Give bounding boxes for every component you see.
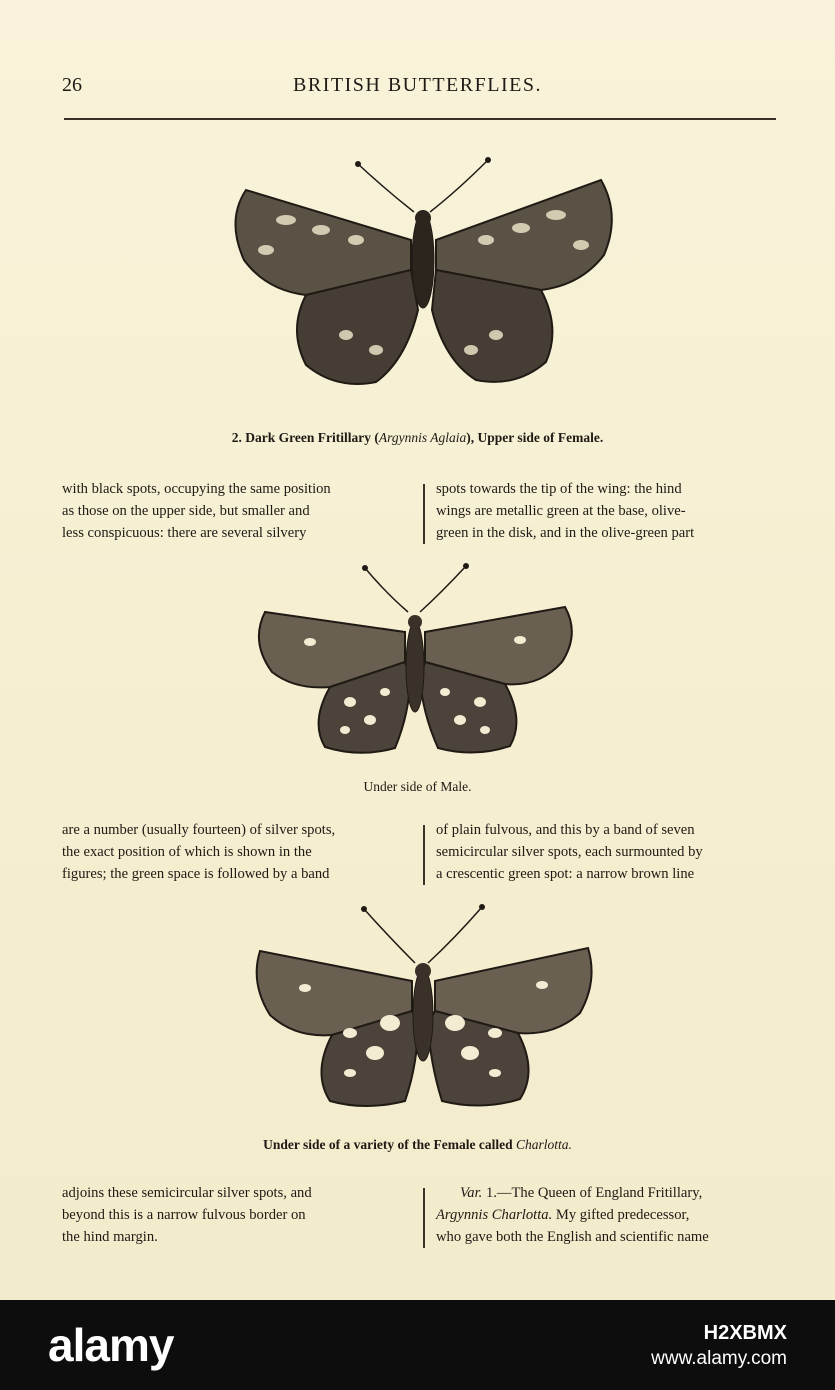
text-line: a crescentic green spot: a narrow brown line <box>436 866 695 883</box>
text-line: less conspicuous: there are several silvery <box>62 525 307 542</box>
figure-1-caption <box>0 430 835 446</box>
image-id: H2XBMX <box>703 1322 787 1344</box>
page-number: 26 <box>62 74 82 96</box>
butterfly-upperside-female-illustration <box>226 150 621 395</box>
column-divider <box>423 825 425 885</box>
text-line: beyond this is a narrow fulvous border on <box>62 1207 306 1224</box>
var-label: Var. <box>460 1185 483 1201</box>
text-line <box>436 1204 785 1226</box>
text-line: green in the disk, and in the olive-green part <box>436 525 695 542</box>
figure-1-caption-species: Argynnis Aglaia <box>378 430 467 445</box>
text-block-2-right <box>436 819 785 886</box>
species-name: Argynnis Charlotta. <box>436 1207 553 1224</box>
figure-3-caption-text: Under side of a variety of the Female called <box>263 1137 516 1152</box>
column-divider <box>423 1188 425 1248</box>
text-line: semicircular silver spots, each surmounted by <box>436 844 703 861</box>
text-block-2-left <box>62 819 410 886</box>
header-rule <box>64 118 776 120</box>
var-text: 1.—The Queen of England Fritillary, <box>482 1185 703 1201</box>
text-line: the exact position of which is shown in the <box>62 844 312 861</box>
text-line: spots towards the tip of the wing: the hind <box>436 481 682 497</box>
figure-1-number: 2. <box>231 430 242 445</box>
butterfly-charlotta-variety-illustration <box>250 903 598 1113</box>
text-line: who gave both the English and scientific name <box>436 1229 709 1246</box>
figure-1-caption-tail: ), Upper side of Female. <box>466 430 604 445</box>
column-divider <box>423 484 425 544</box>
alamy-logo: alamy <box>48 1319 174 1371</box>
species-text: My gifted predecessor, <box>552 1207 690 1224</box>
text-block-1-left <box>62 478 410 545</box>
text-line: are a number (usually fourteen) of silver spots, <box>62 822 336 838</box>
text-block-3-left <box>62 1182 410 1249</box>
text-block-3-right <box>436 1182 785 1249</box>
text-line: with black spots, occupying the same position <box>62 481 331 497</box>
text-line: wings are metallic green at the base, olive- <box>436 503 686 520</box>
text-line: figures; the green space is followed by a band <box>62 866 330 883</box>
text-block-1-right <box>436 478 785 545</box>
text-line: as those on the upper side, but smaller and <box>62 503 310 520</box>
figure-2-caption: Under side of Male. <box>363 779 472 794</box>
butterfly-underside-male-illustration <box>250 562 580 760</box>
figure-3-caption-name: Charlotta. <box>515 1137 572 1152</box>
text-line <box>436 1182 785 1204</box>
text-line: the hind margin. <box>62 1229 158 1246</box>
figure-3-caption <box>0 1137 835 1153</box>
stock-footer-bar <box>0 1300 835 1390</box>
text-line: of plain fulvous, and this by a band of seven <box>436 822 695 838</box>
text-line: adjoins these semicircular silver spots, and <box>62 1185 312 1201</box>
running-head: BRITISH BUTTERFLIES. <box>293 74 542 96</box>
site-url: www.alamy.com <box>651 1348 787 1369</box>
figure-1-caption-text: Dark Green Fritillary ( <box>245 430 379 445</box>
